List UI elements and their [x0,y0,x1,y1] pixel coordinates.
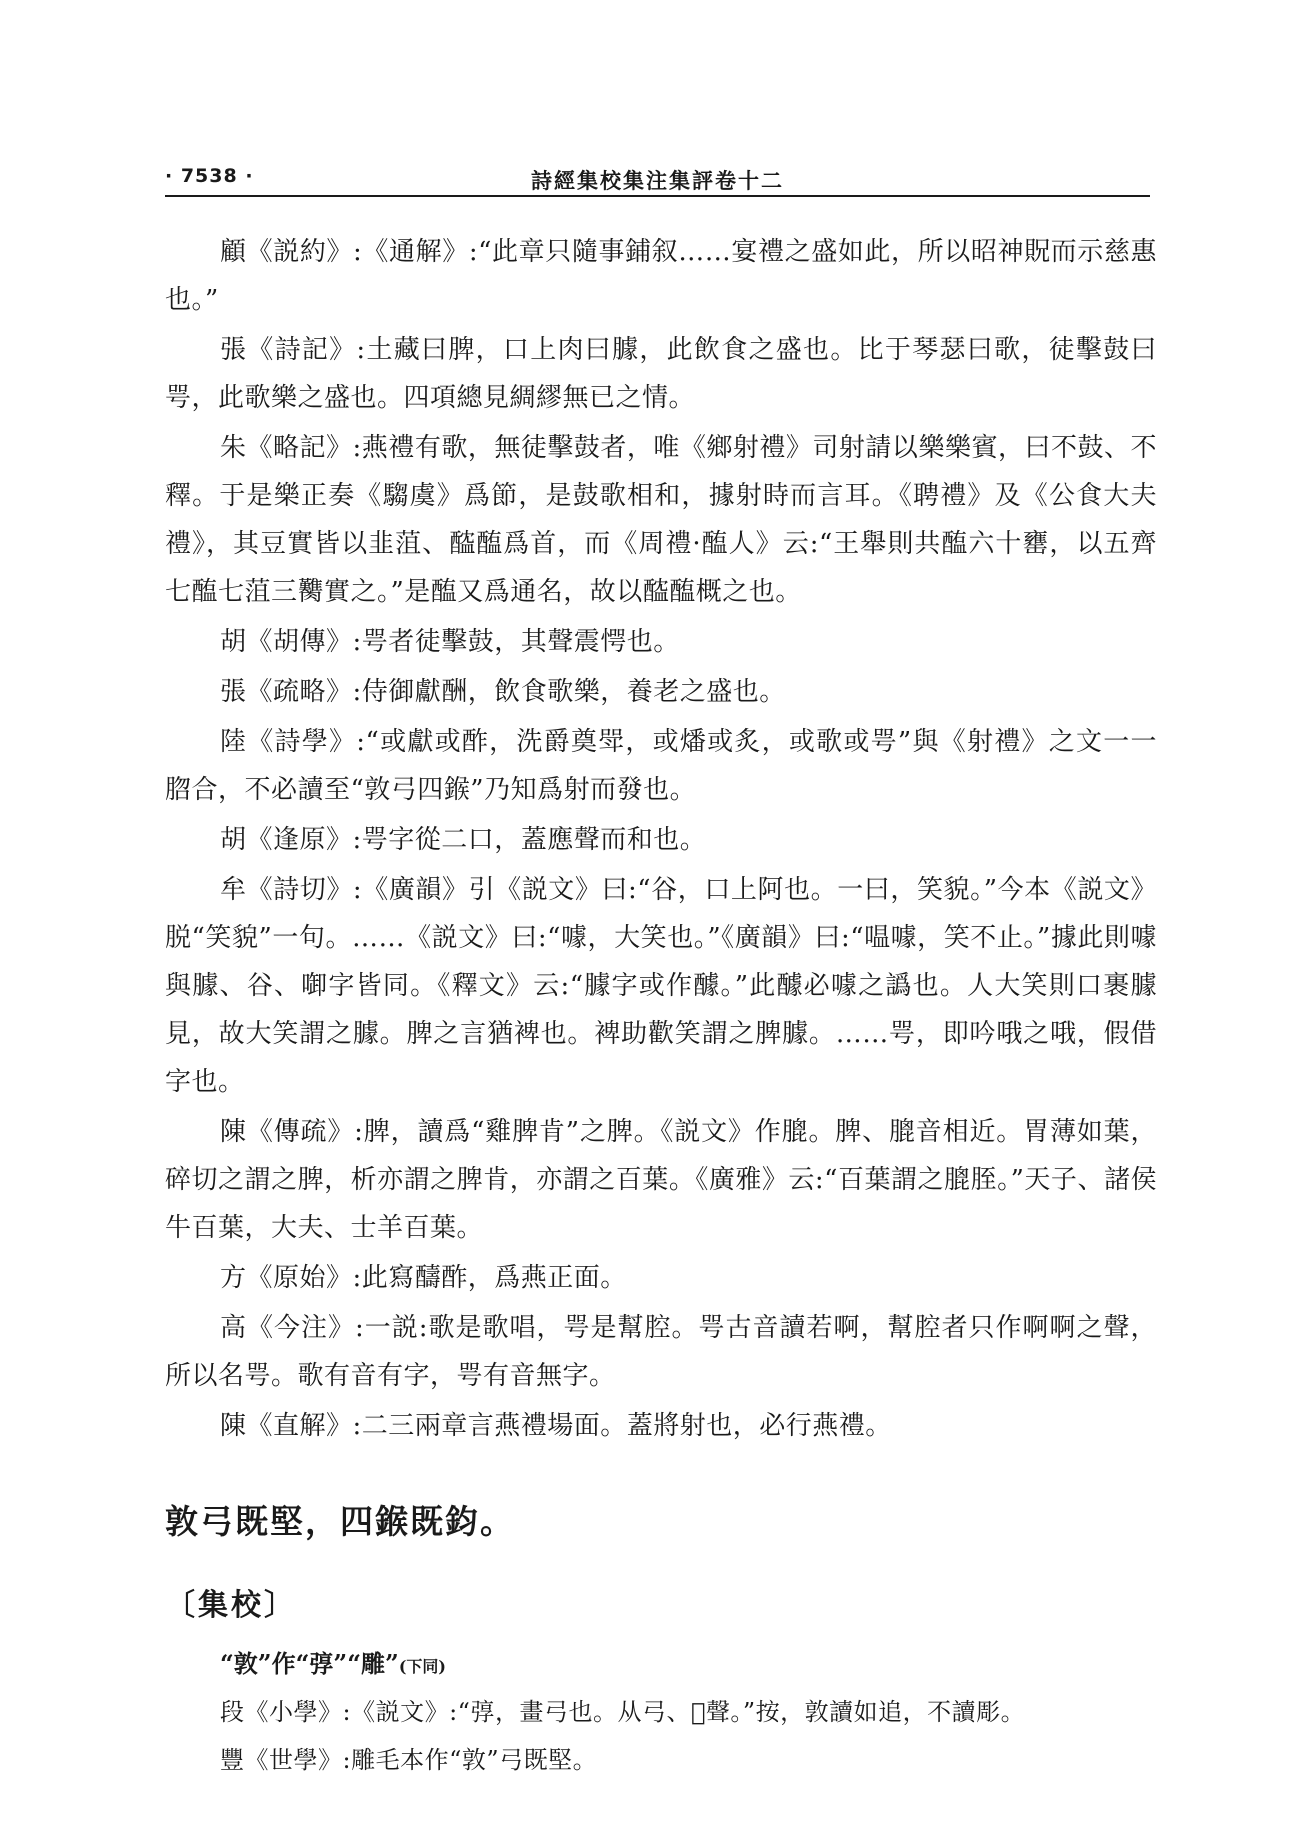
page-number: · 7538 · [165,165,254,187]
commentary-paragraph: 陳《傳疏》:脾，讀爲“雞脾肯”之脾。《説文》作膍。脾、膍音相近。胃薄如葉，碎切之謂之脾，析亦謂之脾肯，亦謂之百葉。《廣雅》云:“百葉謂之膍胵。”天子、諸侯牛百葉，大夫、士羊百葉。 [165,1117,1157,1243]
section-heading: 〔集校〕 [165,1588,297,1623]
verse-line: 敦弓既堅，四鍭既鈞。 [165,1502,515,1541]
commentary-paragraph: 胡《逢原》:咢字從二口，蓋應聲而和也。 [220,825,707,855]
commentary-paragraph: 張《詩記》:土藏曰脾，口上肉曰臄，此飲食之盛也。比于琴瑟曰歌，徒擊鼓曰咢，此歌樂之盛也。四項總見綢繆無已之情。 [165,335,1157,413]
commentary-paragraph: 陳《直解》:二三兩章言燕禮場面。蓋將射也，必行燕禮。 [220,1411,892,1441]
variant-reading [165,1642,1157,1689]
variant-note: (下同) [398,1657,446,1676]
commentary-paragraph: 陸《詩學》:“或獻或酢，洗爵奠斝，或燔或炙，或歌或咢”與《射禮》之文一一脗合，不必讀至“敦弓四鍭”乃知爲射而發也。 [165,727,1157,805]
commentary-paragraph: 牟《詩切》:《廣韻》引《説文》曰:“谷，口上阿也。一曰，笑貌。”今本《説文》脱“笑貌”一句。……《説文》曰:“噱，大笑也。”《廣韻》曰:“嗢噱，笑不止。”據此則噱與臄、谷、啣字皆同。《釋文》云:“臄字或作醵。”此醵必噱之譌也。人大笑則口裹臄見，故大笑謂之臄。脾之言猶裨也。裨助歡笑謂之脾臄。……咢，即吟哦之哦，假借字也。 [165,875,1157,1097]
commentary-paragraph: 顧《説約》:《通解》:“此章只隨事鋪叙……宴禮之盛如此，所以昭神貺而示慈惠也。” [165,237,1157,315]
commentary-paragraph: 方《原始》:此寫醻酢，爲燕正面。 [220,1263,627,1293]
commentary-paragraph: 張《疏略》:侍御獻酬，飲食歌樂，養老之盛也。 [220,677,786,707]
main-text [165,228,1157,1785]
running-title: 詩經集校集注集評卷十二 [531,168,784,193]
commentary-paragraph: 胡《胡傳》:咢者徒擊鼓，其聲震愕也。 [220,627,680,657]
variant-text: “敦”作“弴”“雕” [220,1649,399,1678]
page-header [165,165,1150,197]
collation-entry: 豐《世學》:雕毛本作“敦”弓既堅。 [220,1746,598,1774]
commentary-paragraph: 朱《略記》:燕禮有歌，無徒擊鼓者，唯《鄉射禮》司射請以樂樂賓，曰不鼓、不釋。于是樂正奏《騶虞》爲節，是鼓歌相和，據射時而言耳。《聘禮》及《公食大夫禮》，其豆實皆以韭菹、醓醢爲首，而《周禮·醢人》云:“王舉則共醢六十罋，以五齊七醢七菹三臡實之。”是醢又爲通名，故以醓醢概之也。 [165,433,1157,607]
commentary-paragraph: 高《今注》:一説:歌是歌唱，咢是幫腔。咢古音讀若啊，幫腔者只作啊啊之聲，所以名咢。歌有音有字，咢有音無字。 [165,1313,1157,1391]
collation-entry: 段《小學》:《説文》:“弴，畫弓也。从弓、𦎫聲。”按，敦讀如追，不讀彫。 [220,1698,1026,1726]
